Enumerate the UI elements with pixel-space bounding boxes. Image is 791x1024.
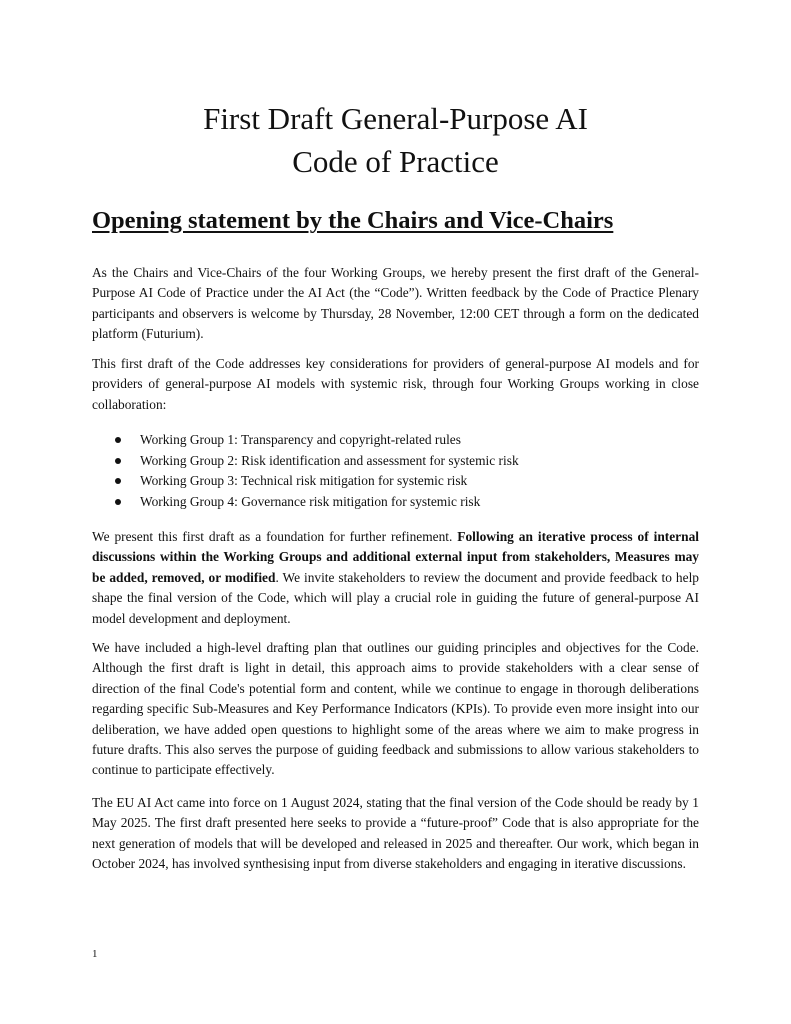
working-groups-list (92, 430, 519, 512)
document-title-line-1: First Draft General-Purpose AI (203, 101, 588, 136)
bullet-icon (115, 478, 121, 484)
list-item (92, 430, 519, 451)
document-title-line-2: Code of Practice (292, 144, 499, 179)
list-item (92, 492, 519, 513)
paragraph-foundation (92, 527, 699, 629)
working-group-4-label: Working Group 4: Governance risk mitigation for systemic risk (140, 493, 481, 509)
paragraph-foundation-rest: . We invite stakeholders to review the document and provide feedback to help shape the final version of the Code, which will play a crucial role in guiding the future of general-purpose AI model development and deployment. (92, 569, 699, 626)
paragraph-foundation-emphasis: Following an iterative process of internal discussions within the Working Groups and additional external input from stakeholders, Measures may be added, removed, or modified (92, 529, 699, 585)
page-number: 1 (92, 948, 98, 960)
working-group-2-label: Working Group 2: Risk identification and assessment for systemic risk (140, 452, 519, 468)
list-item (92, 471, 519, 492)
working-group-1-label: Working Group 1: Transparency and copyright-related rules (140, 432, 461, 447)
section-heading: Opening statement by the Chairs and Vice-Chairs (92, 207, 614, 234)
paragraph-feedback-invitation: As the Chairs and Vice-Chairs of the four Working Groups, we hereby present the first draft of the General-Purpose AI Code of Practice under the AI Act (the “Code”). Written feedback by the Code of Practice Plenary participants and observers is welcome by Thursday, 28 November, 12:00 CET through a form on the dedicated platform (Futurium). (92, 265, 699, 342)
bullet-icon (115, 437, 121, 443)
document-title (0, 97, 791, 183)
list-item (92, 451, 519, 472)
paragraph-scope: This first draft of the Code addresses key considerations for providers of general-purpose AI models and for providers of general-purpose AI models with systemic risk, through four Working Groups working in close collaboration: (92, 356, 699, 412)
paragraph-foundation-intro: We present this first draft as a foundation for further refinement. (92, 529, 458, 544)
bullet-icon (115, 458, 121, 464)
bullet-icon (115, 499, 121, 505)
paragraph-drafting-plan: We have included a high-level drafting plan that outlines our guiding principles and objectives for the Code. Although the first draft is light in detail, this approach aims to provide stakeholders with a clear sense of direction of the final Code's potential form and content, while we continue to engage in thorough deliberations regarding specific Sub-Measures and Key Performance Indicators (KPIs). To provide even more insight into our deliberation, we have added open questions to highlight some of the areas where we aim to make progress in future drafts. This also serves the purpose of guiding feedback and submissions to allow various stakeholders to continue to participate effectively. (92, 640, 699, 778)
paragraph-timeline: The EU AI Act came into force on 1 August 2024, stating that the final version of the Code should be ready by 1 May 2025. The first draft presented here seeks to provide a “future-proof” Code that is also appropriate for the next generation of models that will be developed and released in 2025 and thereafter. Our work, which began in October 2024, has involved synthesising input from diverse stakeholders and engaging in iterative discussions. (92, 795, 699, 872)
working-group-3-label: Working Group 3: Technical risk mitigation for systemic risk (140, 473, 468, 489)
